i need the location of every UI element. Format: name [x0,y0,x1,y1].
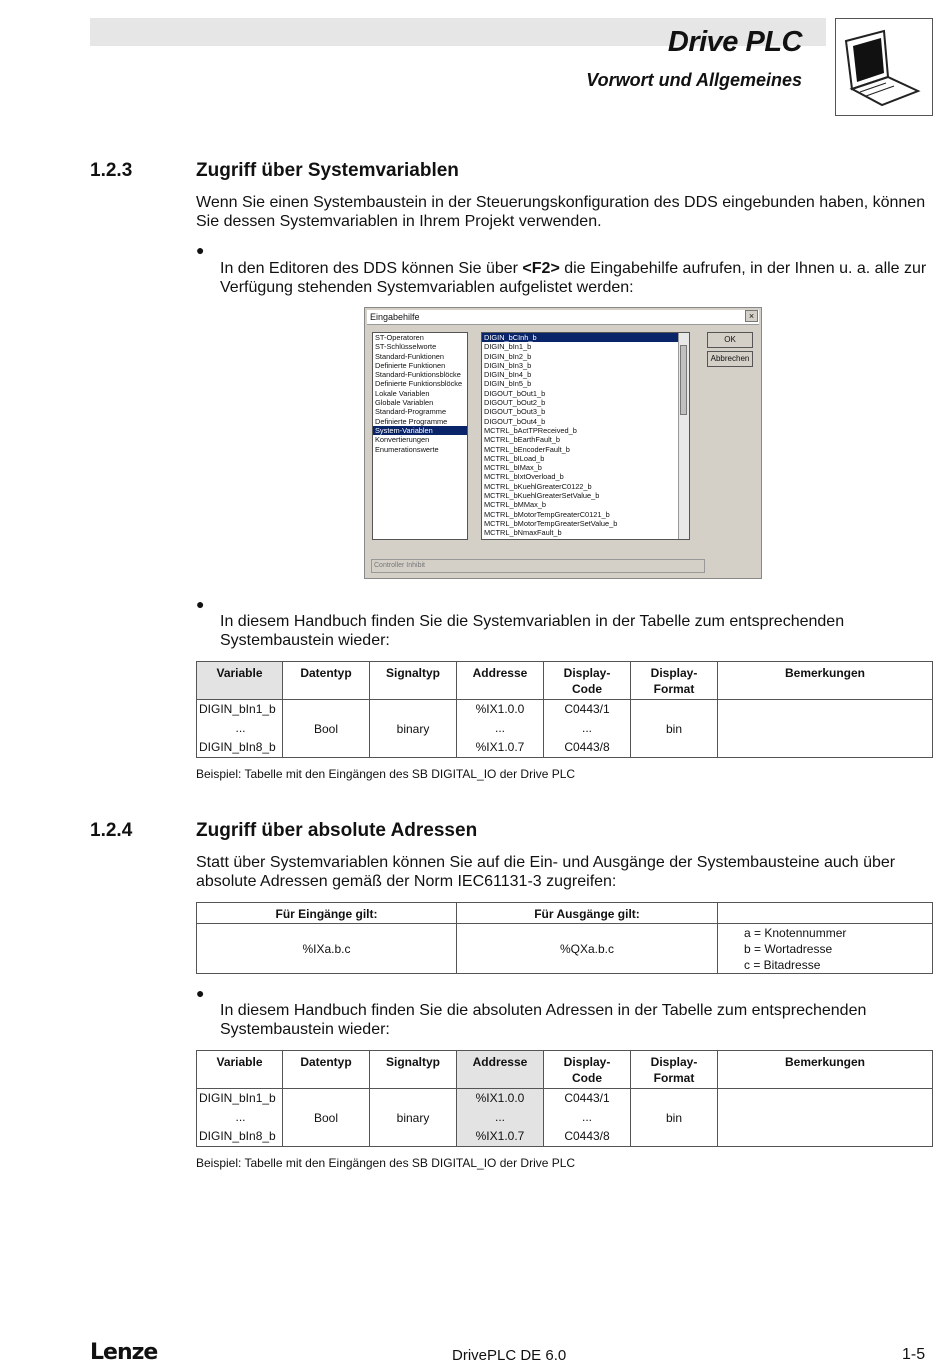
variable-item[interactable]: DIGIN_bCInh_b [482,333,689,342]
variable-item[interactable]: MCTRL_bActTPReceived_b [484,425,577,435]
input-help-dialog [364,307,762,579]
col-header: Für Eingänge gilt: [197,903,457,924]
variable-cell: DIGIN_bIn1_b ... DIGIN_bIn8_b [197,1089,283,1147]
col-header: Variable [197,662,283,700]
variable-item[interactable]: MCTRL_bEncoderFault_b [484,444,570,454]
variable-item[interactable]: DIGIN_bIn2_b [484,351,532,361]
category-list[interactable] [372,332,468,540]
signaltyp-cell: binary [370,1089,457,1147]
ok-button[interactable]: OK [707,332,753,348]
col-header: Datentyp [283,1051,370,1089]
col-header: Signaltyp [370,662,457,700]
f2-key: <F2> [522,260,560,277]
scrollbar[interactable] [678,333,689,539]
col-header: Display- Code [544,662,631,700]
col-header: Signaltyp [370,1051,457,1089]
col-header: Variable [197,1051,283,1089]
col-header: Display- Format [631,662,718,700]
variable-item[interactable]: MCTRL_bIMax_b [484,463,542,473]
section-title: Zugriff über absolute Adressen [196,820,478,841]
col-header: Für Ausgänge gilt: [457,903,718,924]
variable-item[interactable]: MCTRL_bMotorTempGreaterSetValue_b [484,518,618,528]
variable-item[interactable]: DIGOUT_bOut3_b [484,407,546,417]
bullet-text: In diesem Handbuch finden Sie die Systemvariablen in der Tabelle zum entsprechenden Systembaustein wieder: [220,613,845,649]
col-header: Display- Format [631,1051,718,1089]
legend-cell: a = Knotennummer b = Wortadresse c = Bitadresse [718,924,933,974]
scrollbar-thumb[interactable] [680,345,687,415]
remarks-cell [718,700,933,758]
variables-table [196,661,933,758]
variable-item[interactable]: MCTRL_bIxtOverload_b [484,472,564,482]
page-title: Drive PLC [667,26,802,58]
variable-item[interactable]: MCTRL_bKuehlGreaterC0122_b [484,481,592,491]
lenze-logo: Lenze [90,1340,158,1365]
variable-item[interactable]: DIGOUT_bOut4_b [484,416,546,426]
bullet-text: In diesem Handbuch finden Sie die absoluten Adressen in der Tabelle zum entsprechenden Systembaustein wieder: [220,1002,867,1038]
variable-item[interactable]: DIGIN_bIn1_b [484,342,532,352]
section-title: Zugriff über Systemvariablen [196,160,459,181]
col-header: Addresse [457,1051,544,1089]
address-table [196,902,933,974]
intro-paragraph: Wenn Sie einen Systembaustein in der Steuerungskonfiguration des DDS eingebunden haben, können Sie dessen Systemvariablen in Ihrem Projekt verwenden. [196,194,926,230]
variable-item[interactable]: DIGIN_bIn5_b [484,379,532,389]
category-item[interactable]: Standard-Funktionen [375,351,445,361]
bullet-marker: ● [196,242,205,258]
variable-item[interactable]: DIGIN_bIn4_b [484,370,532,380]
input-address-cell: %IXa.b.c [197,924,457,974]
addresses-table [196,1050,933,1147]
category-item[interactable]: Definierte Programme [375,416,448,426]
display-code-cell: C0443/1 ... C0443/8 [544,700,631,758]
laptop-icon [835,18,933,116]
col-header: Addresse [457,662,544,700]
remarks-cell [718,1089,933,1147]
variable-list[interactable] [481,332,690,540]
table-row [197,700,933,758]
variable-item[interactable]: DIGOUT_bOut2_b [484,398,546,408]
section-number: 1.2.3 [90,160,133,181]
category-item[interactable]: Standard-Funktionsblöcke [375,370,461,380]
category-item[interactable]: Definierte Funktionen [375,360,446,370]
datentyp-cell: Bool [283,1089,370,1147]
category-item[interactable]: Enumerationswerte [375,444,439,454]
page-number: 1-5 [902,1346,926,1363]
intro-paragraph: Statt über Systemvariablen können Sie auf die Ein- und Ausgänge der Systembausteine auch über absolute Adressen gemäß der Norm IEC61131-3 zugreifen: [196,854,896,890]
document-id: DrivePLC DE 6.0 [452,1347,567,1364]
col-header [718,903,933,924]
signaltyp-cell: binary [370,700,457,758]
address-cell: %IX1.0.0 ... %IX1.0.7 [457,1089,544,1147]
datentyp-cell: Bool [283,700,370,758]
category-item[interactable]: Lokale Variablen [375,388,430,398]
variable-item[interactable]: DIGOUT_bOut1_b [484,388,546,398]
variable-item[interactable]: DIGIN_bIn3_b [484,360,532,370]
section-number: 1.2.4 [90,820,133,841]
variable-item[interactable]: MCTRL_bEarthFault_b [484,435,560,445]
variable-item[interactable]: MCTRL_bKuehlGreaterSetValue_b [484,491,600,501]
category-item[interactable]: Globale Variablen [375,398,434,408]
category-item[interactable]: Standard-Programme [375,407,447,417]
bullet-marker: ● [196,985,205,1001]
table-caption: Beispiel: Tabelle mit den Eingängen des SB DIGITAL_IO der Drive PLC [196,767,576,781]
close-icon[interactable]: × [745,310,758,322]
category-item[interactable]: ST-Operatoren [375,333,424,342]
variable-item[interactable]: MCTRL_bNmaxFault_b [484,528,562,538]
output-address-cell: %QXa.b.c [457,924,718,974]
cancel-button[interactable]: Abbrechen [707,351,753,367]
display-format-cell: bin [631,700,718,758]
dialog-title: Eingabehilfe [367,310,759,325]
category-item[interactable]: Definierte Funktionsblöcke [375,379,463,389]
bullet-text: In den Editoren des DDS können Sie über <F2> die Eingabehilfe aufrufen, in der Ihnen u. a. alle zur Verfügung stehenden Systemvariablen aufgelistet werden: [220,260,927,296]
page-subtitle: Vorwort und Allgemeines [586,70,802,90]
bullet-marker: ● [196,596,205,612]
category-item[interactable]: ST-Schlüsselworte [375,342,437,352]
display-code-cell: C0443/1 ... C0443/8 [544,1089,631,1147]
col-header: Bemerkungen [718,662,933,700]
address-cell: %IX1.0.0 ... %IX1.0.7 [457,700,544,758]
variable-item[interactable]: MCTRL_bMMax_b [484,500,547,510]
col-header: Display- Code [544,1051,631,1089]
category-item[interactable]: Konvertierungen [375,435,430,445]
col-header: Bemerkungen [718,1051,933,1089]
col-header: Datentyp [283,662,370,700]
status-field: Controller Inhibit [371,559,705,573]
variable-item[interactable]: MCTRL_bILoad_b [484,453,545,463]
variable-item[interactable]: MCTRL_bMotorTempGreaterC0121_b [484,509,610,519]
display-format-cell: bin [631,1089,718,1147]
category-item[interactable]: System-Variablen [373,426,467,435]
table-caption: Beispiel: Tabelle mit den Eingängen des SB DIGITAL_IO der Drive PLC [196,1156,576,1170]
table-row [197,1089,933,1147]
variable-cell: DIGIN_bIn1_b ... DIGIN_bIn8_b [197,700,283,758]
